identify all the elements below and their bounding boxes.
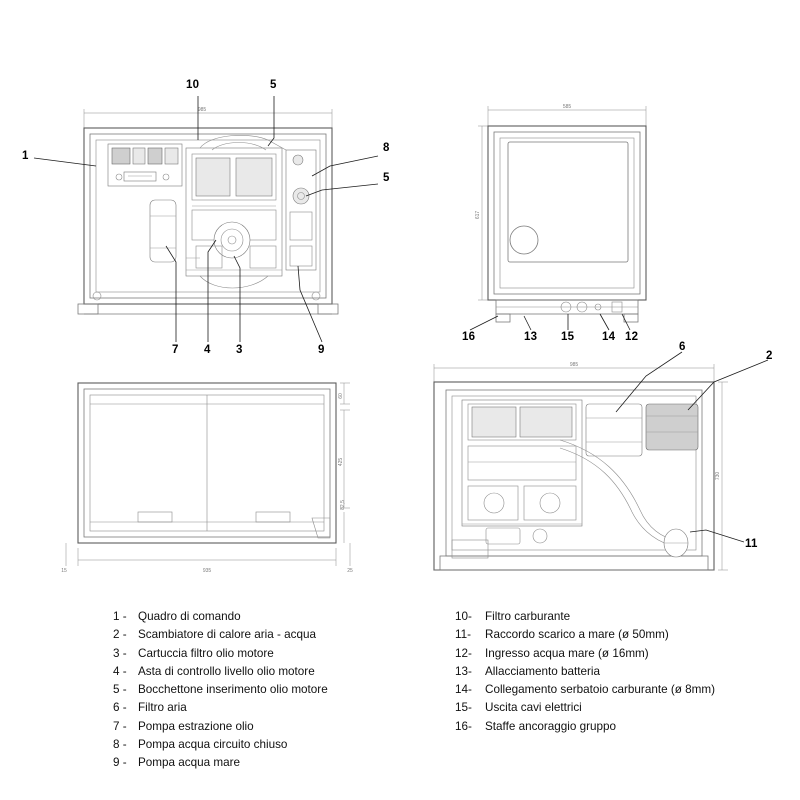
legend-label: Quadro di comando (138, 610, 241, 623)
legend-item (113, 663, 328, 681)
legend-label: Bocchettone inserimento olio motore (138, 683, 328, 697)
svg-text:730: 730 (715, 471, 721, 481)
legend-item (455, 681, 715, 699)
callout-front-3: 3 (236, 344, 243, 356)
callout-front-8: 8 (383, 142, 390, 154)
view-front (34, 96, 378, 342)
svg-text:935: 935 (202, 568, 212, 574)
legend-item (455, 663, 715, 681)
legend-label: Filtro aria (138, 701, 187, 715)
legend-number: 4 - (113, 664, 127, 678)
legend-number: 3 - (113, 646, 127, 660)
legend-number: 6 - (113, 701, 127, 715)
callout-front-5-top: 5 (270, 79, 277, 91)
svg-text:60: 60 (338, 393, 344, 399)
callout-front-9: 9 (318, 344, 325, 356)
legend-item (113, 626, 328, 644)
legend-item (455, 645, 715, 663)
svg-text:25: 25 (347, 568, 353, 574)
legend-column-right (455, 608, 715, 736)
svg-text:425: 425 (338, 457, 344, 467)
legend-item (113, 681, 328, 699)
legend-label: Pompa acqua mare (138, 756, 240, 770)
callout-side-12: 12 (625, 331, 639, 343)
legend-label: Scambiatore di calore aria - acqua (138, 628, 317, 642)
legend-label: Pompa estrazione olio (138, 719, 254, 733)
legend-label: Asta di controllo livello olio motore (138, 664, 315, 678)
view-isometric (434, 352, 768, 570)
legend-number: 16- (455, 719, 472, 733)
callout-side-15: 15 (561, 331, 575, 343)
legend-number: 15- (455, 701, 472, 715)
legend-label: Collegamento serbatoio carburante (ø 8mm) (485, 683, 715, 697)
legend-number: 9 - (113, 756, 127, 770)
legend-number: 8 - (113, 738, 127, 752)
legend-label: Pompa acqua circuito chiuso (138, 738, 288, 752)
legend-label: Ingresso acqua mare (ø 16mm) (485, 646, 649, 660)
svg-text:15: 15 (61, 568, 67, 574)
callout-iso-2: 2 (766, 350, 773, 362)
legend-number: 14- (455, 683, 472, 697)
svg-text:585: 585 (562, 104, 572, 110)
legend-number: 2 - (113, 628, 127, 642)
legend-number: 10- (455, 610, 472, 623)
legend-item (455, 718, 715, 736)
legend-item (113, 699, 328, 717)
legend-column-left (113, 608, 328, 773)
legend-label: Staffe ancoraggio gruppo (485, 719, 617, 733)
callout-front-7: 7 (172, 344, 179, 356)
legend-label: Allacciamento batteria (485, 664, 600, 678)
legend-item (113, 645, 328, 663)
legend-number: 11- (455, 628, 472, 642)
legend-number: 12- (455, 646, 472, 660)
callout-front-1: 1 (22, 150, 29, 162)
callout-iso-11: 11 (745, 538, 758, 550)
legend-label: Cartuccia filtro olio motore (138, 646, 274, 660)
callout-side-13: 13 (524, 331, 538, 343)
legend-number: 13- (455, 664, 472, 678)
legend-number: 5 - (113, 683, 127, 697)
legend-number: 7 - (113, 719, 127, 733)
legend-label: Raccordo scarico a mare (ø 50mm) (485, 628, 669, 642)
callout-iso-6: 6 (679, 341, 686, 353)
callout-front-5-right: 5 (383, 172, 390, 184)
legend-item (455, 608, 715, 626)
svg-text:617: 617 (475, 210, 481, 220)
legend-number: 1 - (113, 610, 127, 623)
svg-text:985: 985 (569, 362, 579, 368)
legend-item (113, 718, 328, 736)
callout-side-16: 16 (462, 331, 476, 343)
svg-text:985: 985 (197, 107, 207, 113)
legend-label: Uscita cavi elettrici (485, 701, 582, 715)
legend-item (113, 608, 328, 626)
svg-text:82,5: 82,5 (340, 500, 346, 510)
legend-item (113, 754, 328, 772)
legend-label: Filtro carburante (485, 610, 571, 623)
legend-item (455, 626, 715, 644)
legend-item (113, 736, 328, 754)
legend-item (455, 699, 715, 717)
view-top (61, 383, 353, 574)
callout-front-4: 4 (204, 344, 211, 356)
callout-side-14: 14 (602, 331, 616, 343)
view-side (470, 104, 646, 330)
callout-front-10: 10 (186, 79, 200, 91)
